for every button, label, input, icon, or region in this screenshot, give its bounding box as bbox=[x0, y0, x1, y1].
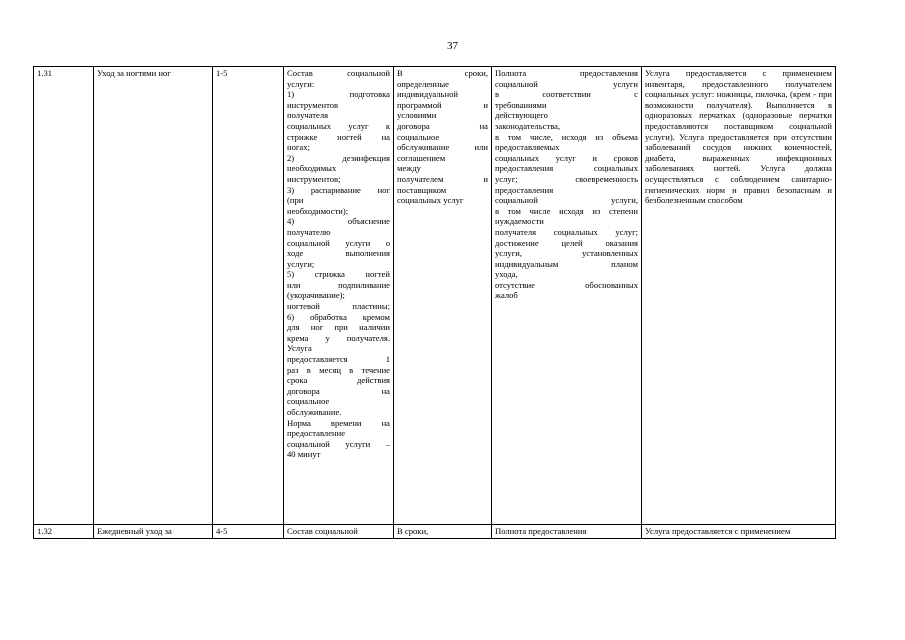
cell-line: договора на bbox=[397, 120, 488, 131]
cell-line: получателем и bbox=[397, 173, 488, 184]
cell-line: раз в месяц в течение bbox=[287, 364, 390, 375]
cell-line: социальной услуги, bbox=[495, 195, 638, 206]
cell-line: обслуживание. bbox=[287, 407, 342, 417]
cell-line: ухода, bbox=[495, 269, 518, 280]
cell-line: жалоб bbox=[495, 290, 518, 301]
cell-line: услуги, установленных bbox=[495, 248, 638, 259]
cell-line: услуги; bbox=[287, 258, 315, 269]
cell-line: в том числе, исходя из объема bbox=[495, 131, 638, 142]
cell-line: поставщиком bbox=[397, 184, 447, 195]
cell-line: нуждаемости bbox=[495, 216, 544, 227]
cell-line: Полнота предоставления bbox=[495, 526, 587, 536]
cell-line: в соответствии с bbox=[495, 89, 638, 100]
cell-line: стрижке ногтей на bbox=[287, 131, 390, 142]
cell-line: крема у получателя. bbox=[287, 332, 390, 343]
cell-line: социальных услуг и сроков bbox=[495, 152, 638, 163]
cell-line: социальных услуг bbox=[397, 195, 464, 206]
cell-line: достижение целей оказания bbox=[495, 237, 638, 248]
cell-line: Услуга bbox=[287, 343, 312, 354]
service-name-cell: Уход за ногтями ног bbox=[94, 67, 213, 525]
cell-line: получателя bbox=[287, 110, 329, 121]
cell-line: Полнота предоставления bbox=[495, 68, 638, 78]
cell-line: условиями bbox=[397, 110, 437, 121]
cell-line: индивидуальным планом bbox=[495, 258, 638, 269]
cell-line: срока действия bbox=[287, 375, 390, 386]
cell-line: необходимых bbox=[287, 163, 337, 174]
cell-line: 6) обработка кремом bbox=[287, 311, 390, 322]
cell-line: 40 минут bbox=[287, 449, 321, 460]
cell-line: социальной услуги – bbox=[287, 438, 390, 449]
cell-line: 4) объяснение bbox=[287, 216, 390, 227]
service-content-cell bbox=[284, 67, 394, 525]
cell-line: социальной услуги о bbox=[287, 237, 390, 248]
cell-line: предоставления bbox=[495, 184, 554, 195]
cell-line: инструментов; bbox=[287, 173, 341, 184]
cell-line: социальной услуги bbox=[495, 78, 638, 89]
cell-line: социальное bbox=[287, 396, 330, 407]
cell-line: предоставляется 1 bbox=[287, 354, 390, 365]
cell-line: действующего bbox=[495, 110, 548, 121]
cell-line: Состав социальной bbox=[287, 526, 358, 536]
service-conditions-cell: Услуга предоставляется с применением инвентаря, предоставленного получателем социальных услуг: ножницы, пилочка, (крем - при возможности получателя). Выполняется в одноразовых перчатках (одноразовые перчатки предоставляются поставщиком социальной услуги). Услуга предоставляется при отсутствии заболеваний сосудов нижних конечностей, диабета, выраженных инфекционных заболеваниях ногтей. Услуга должна осуществляться с соблюдением санитарно-гигиенических норм и правил безопасным и безболезненным способом bbox=[642, 67, 836, 525]
services-table bbox=[33, 66, 836, 539]
cell-line: социальное bbox=[397, 131, 440, 142]
cell-line: отсутствие обоснованных bbox=[495, 279, 638, 290]
cell-line: в том числе исходя из степени bbox=[495, 205, 638, 216]
cell-line: 1) подготовка bbox=[287, 89, 390, 100]
cell-line: предоставление bbox=[287, 428, 346, 439]
service-quality-cell bbox=[492, 67, 642, 525]
cell-line: индивидуальной bbox=[397, 89, 458, 100]
cell-line: услуги: bbox=[287, 78, 315, 89]
cell-line: получателя социальных услуг; bbox=[495, 226, 638, 237]
cell-line: В сроки, bbox=[397, 68, 488, 78]
cell-line: предоставления социальных bbox=[495, 163, 638, 174]
cell-line: Норма времени на bbox=[287, 417, 390, 428]
cell-line: ходе выполнения bbox=[287, 248, 390, 259]
service-terms-cell bbox=[394, 525, 492, 539]
cell-line: программой и bbox=[397, 99, 488, 110]
cell-line: (укорачивание); bbox=[287, 290, 345, 301]
cell-line: требованиями bbox=[495, 99, 547, 110]
page-number: 37 bbox=[447, 40, 458, 52]
cell-line: определенные bbox=[397, 78, 449, 89]
service-content-cell bbox=[284, 525, 394, 539]
cell-line: социальных услуг к bbox=[287, 120, 390, 131]
cell-line: ногтевой пластины; bbox=[287, 301, 390, 312]
service-quality-cell bbox=[492, 525, 642, 539]
cell-line: ногах; bbox=[287, 142, 310, 153]
cell-line: Состав социальной bbox=[287, 68, 390, 78]
table-row bbox=[34, 67, 836, 525]
service-number-cell: 1.31 bbox=[34, 67, 94, 525]
table-row bbox=[34, 525, 836, 539]
service-group-cell: 1-5 bbox=[213, 67, 284, 525]
service-group-cell: 4-5 bbox=[213, 525, 284, 539]
cell-line: получателю bbox=[287, 226, 331, 237]
cell-line: инструментов bbox=[287, 99, 339, 110]
cell-line: (при bbox=[287, 195, 304, 206]
cell-line: договора на bbox=[287, 385, 390, 396]
cell-line: для ног при наличии bbox=[287, 322, 390, 333]
cell-line: необходимости); bbox=[287, 205, 349, 216]
cell-line: 5) стрижка ногтей bbox=[287, 269, 390, 280]
cell-line: или подпиливание bbox=[287, 279, 390, 290]
cell-line: между bbox=[397, 163, 421, 174]
service-conditions-cell: Услуга предоставляется с применением bbox=[642, 525, 836, 539]
service-terms-cell bbox=[394, 67, 492, 525]
cell-line: услуг; своевременность bbox=[495, 173, 638, 184]
service-name-cell: Ежедневный уход за bbox=[94, 525, 213, 539]
cell-line: 3) распаривание ног bbox=[287, 184, 390, 195]
cell-line: В сроки, bbox=[397, 526, 429, 536]
cell-line: предоставляемых bbox=[495, 142, 560, 153]
service-number-cell: 1.32 bbox=[34, 525, 94, 539]
cell-line: соглашением bbox=[397, 152, 446, 163]
cell-line: законодательства, bbox=[495, 120, 561, 131]
cell-line: обслуживание или bbox=[397, 142, 488, 153]
cell-line: 2) дезинфекция bbox=[287, 152, 390, 163]
